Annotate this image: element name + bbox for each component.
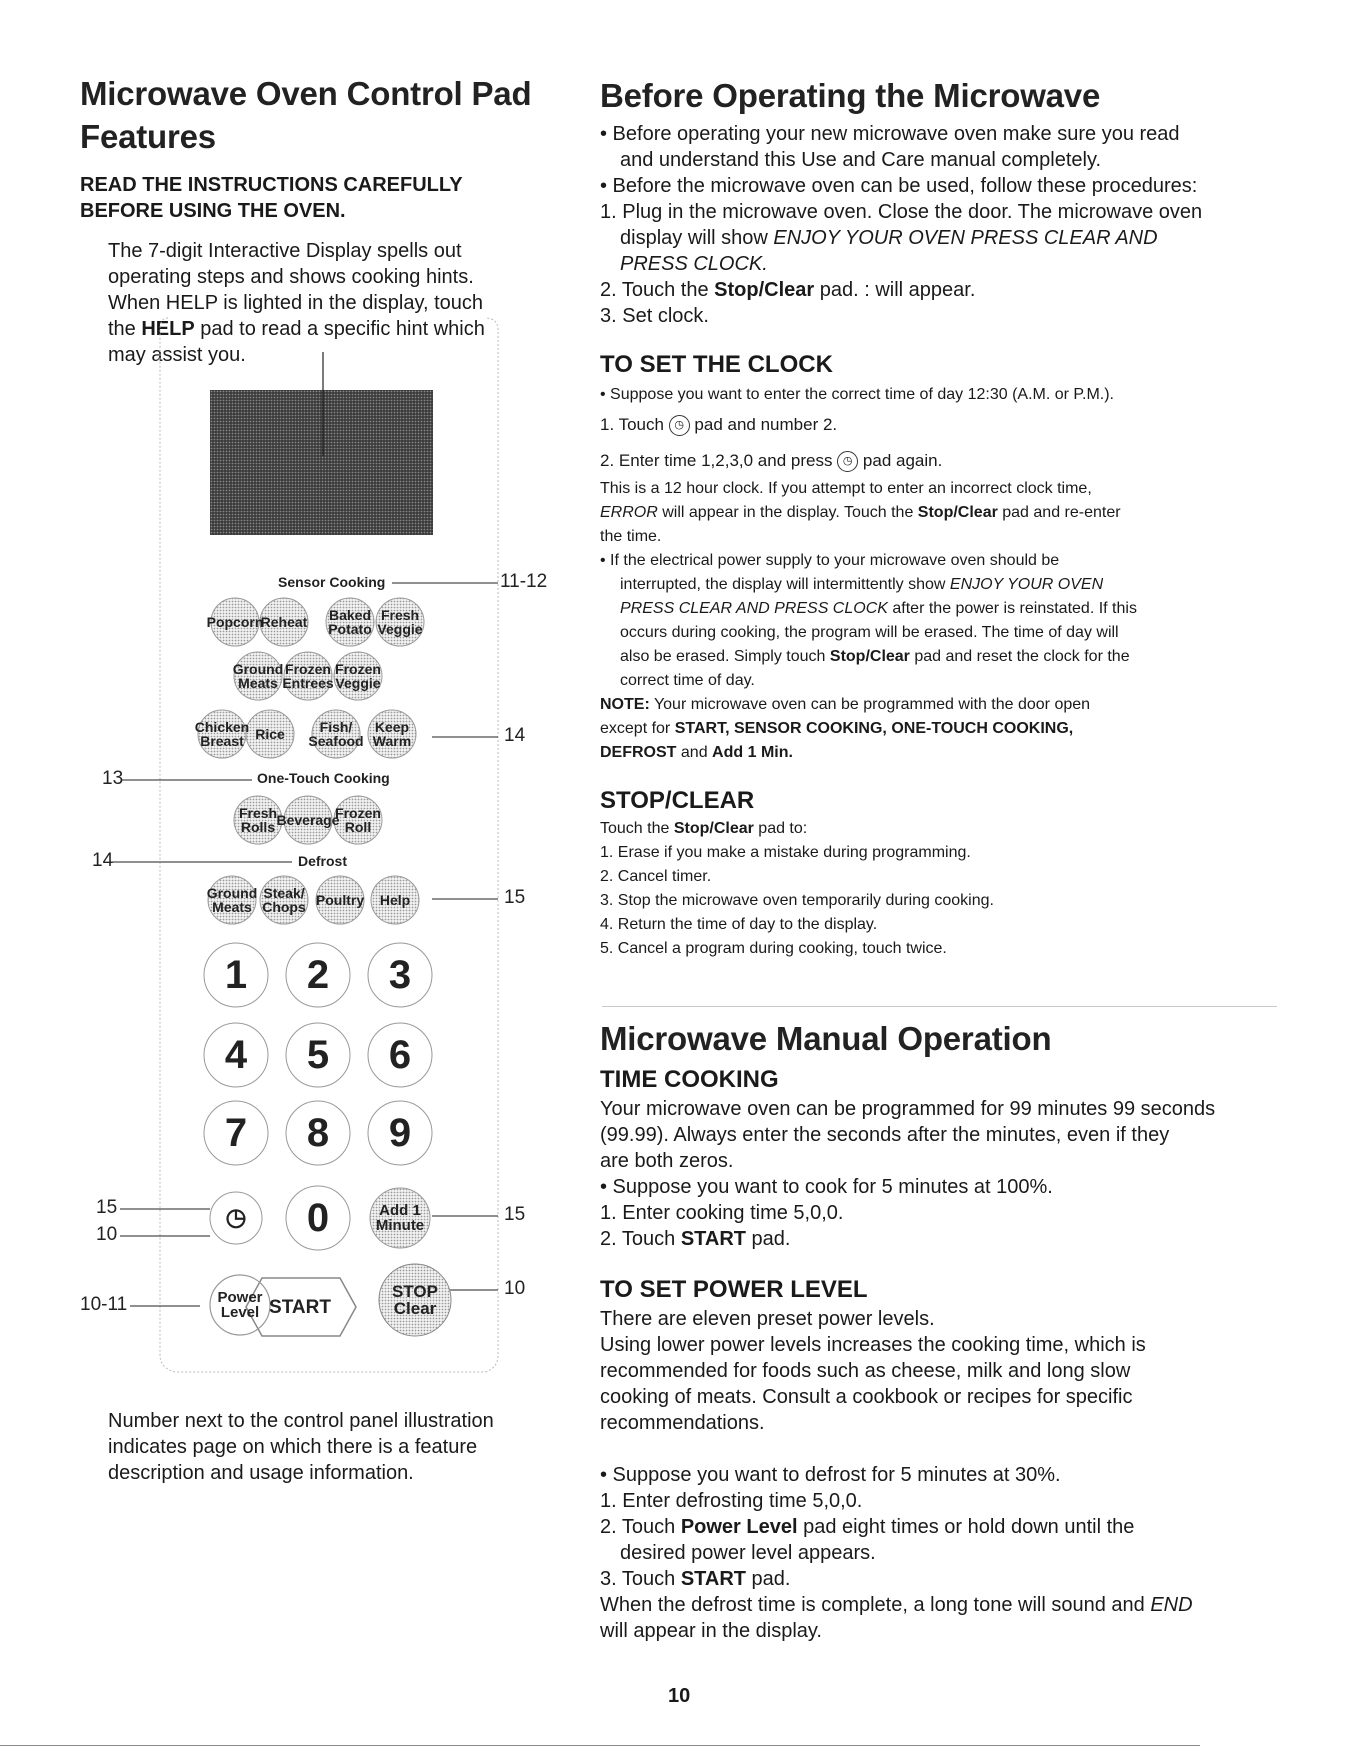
pad-text: Poultry <box>315 892 365 908</box>
section-divider <box>602 1006 1277 1007</box>
pad-text: Chicken <box>194 719 250 735</box>
pad-label-digit-9[interactable] <box>355 1101 445 1165</box>
pad-label-digit-0[interactable] <box>273 1186 363 1250</box>
manual-operation-title: Microwave Manual Operation <box>600 1020 1052 1057</box>
pad-label-digit-2[interactable] <box>273 943 363 1007</box>
pad-text: Power <box>217 1289 263 1306</box>
pad-label-add-minute[interactable] <box>355 1188 445 1248</box>
intro-paragraph: The 7-digit Interactive Display spells out operating steps and shows cooking hints. When HELP is lighted in the display, touch the HELP pad to read a specific hint which may assist you. <box>108 240 485 366</box>
pad-text: Level <box>220 1304 260 1321</box>
callout-14-right: 14 <box>504 725 526 746</box>
set-clock-heading: TO SET THE CLOCK <box>600 351 833 378</box>
pad-label-digit-7[interactable] <box>191 1101 281 1165</box>
pad-text: 8 <box>306 1111 330 1155</box>
callout-11-12: 11-12 <box>500 571 548 592</box>
pad-text: Chops <box>262 899 306 915</box>
clock-icon: ◷ <box>669 415 690 436</box>
pad-label-onetouch-2[interactable] <box>313 796 403 844</box>
pad-text: Ground <box>232 661 284 677</box>
pad-text: Potato <box>328 621 372 637</box>
pad-text: Reheat <box>260 614 308 630</box>
pad-text: Fish/ <box>319 719 353 735</box>
callout-10-11: 10-11 <box>80 1294 128 1315</box>
pad-text: Ground <box>206 885 258 901</box>
callout-10-left: 10 <box>96 1224 118 1245</box>
pad-label-digit-8[interactable] <box>273 1101 363 1165</box>
pad-label-digit-5[interactable] <box>273 1023 363 1087</box>
defrost-label: Defrost <box>298 853 348 869</box>
callout-15-left: 15 <box>96 1197 118 1218</box>
pad-label-clock[interactable] <box>191 1192 281 1244</box>
power-level-body: There are eleven preset power levels. Using lower power levels increases the cooking time, which is recommended for foods such as cheese, milk and long slow cooking of meats. Consult a cookbook or recipes for specific recommendations. • Suppose you want to defrost for 5 minutes at 30%. 1. Enter defrosting time 5,0,0. 2. Touch Power Level pad eight times or hold down until the desired power level appears. 3. Touch START pad. When the defrost time is complete, a long tone will sound and END will appear in the display. <box>600 1308 1193 1642</box>
pad-label-digit-6[interactable] <box>355 1023 445 1087</box>
pad-text: Steak/ <box>263 885 305 901</box>
pad-text: Minute <box>375 1217 425 1234</box>
pad-text: Warm <box>372 733 412 749</box>
stop-clear-heading: STOP/CLEAR <box>600 787 755 814</box>
pad-text: Frozen <box>335 661 381 677</box>
before-operating-body: • Before operating your new microwave oven make sure you read and understand this Use and Care manual completely. • Before the microwave oven can be used, follow these procedures: 1. Plug in the microwave oven. Close the door. The microwave oven display will show ENJOY YOUR OVEN PRESS CLEAR AND PRESS CLOCK. 2. Touch the Stop/Clear pad. : will appear. 3. Set clock. <box>600 123 1203 327</box>
pad-text: Clear <box>393 1299 437 1318</box>
pad-text: Meats <box>238 675 278 691</box>
right-column <box>600 74 1300 961</box>
pad-text: Fresh <box>238 805 278 821</box>
before-operating-title: Before Operating the Microwave <box>600 77 1101 114</box>
manual-operation-section <box>600 1017 1300 1644</box>
pad-text: Frozen <box>285 661 331 677</box>
page-bottom-rule <box>0 1745 1200 1746</box>
pad-text: 9 <box>388 1111 412 1155</box>
power-level-heading: TO SET POWER LEVEL <box>600 1276 868 1303</box>
stop-clear-button[interactable] <box>375 1270 455 1330</box>
pad-text: Seafood <box>308 733 364 749</box>
pad-text: Popcorn <box>206 614 264 630</box>
stop-clear-body: Touch the Stop/Clear pad to: 1. Erase if you make a mistake during programming. 2. Cancel timer. 3. Stop the microwave oven temporarily during cooking. 4. Return the time of day to the display. 5. Cancel a program during cooking, touch twice. <box>600 820 994 957</box>
pad-text: 6 <box>388 1033 412 1077</box>
page-number: 10 <box>668 1685 691 1707</box>
one-touch-cooking-label: One-Touch Cooking <box>257 770 390 786</box>
pad-text: 0 <box>306 1196 330 1240</box>
pad-text: Veggie <box>335 675 381 691</box>
pad-text: Roll <box>344 819 372 835</box>
pad-text: 2 <box>306 953 330 997</box>
time-cooking-body: Your microwave oven can be programmed for 99 minutes 99 seconds (99.99). Always enter the seconds after the minutes, even if they are both zeros. • Suppose you want to cook for 5 minutes at 100%. 1. Enter cooking time 5,0,0. 2. Touch START pad. <box>600 1098 1216 1250</box>
pad-text: Baked <box>328 607 372 623</box>
pad-label-sensor-6[interactable] <box>313 652 403 700</box>
pad-text: STOP <box>392 1282 438 1301</box>
pad-label-digit-3[interactable] <box>355 943 445 1007</box>
pad-label-digit-1[interactable] <box>191 943 281 1007</box>
pad-text: Fresh <box>380 607 420 623</box>
pad-label-defrost-3[interactable] <box>350 876 440 924</box>
start-button[interactable] <box>250 1280 350 1334</box>
pad-text: Breast <box>200 733 244 749</box>
pad-text: Rice <box>255 726 285 742</box>
pad-label-digit-4[interactable] <box>191 1023 281 1087</box>
pad-text: 5 <box>306 1033 330 1077</box>
pad-text: 7 <box>224 1111 248 1155</box>
callout-15-add: 15 <box>504 1204 526 1225</box>
callout-14-left: 14 <box>92 850 114 871</box>
pad-text: 1 <box>224 953 248 997</box>
pad-text: Keep <box>374 719 410 735</box>
display-window <box>210 390 433 535</box>
panel-footnote: Number next to the control panel illustration indicates page on which there is a feature description and usage information. <box>108 1410 494 1484</box>
pad-text: Add 1 <box>379 1202 421 1219</box>
time-cooking-heading: TIME COOKING <box>600 1066 779 1093</box>
sensor-cooking-label: Sensor Cooking <box>278 574 386 590</box>
control-pad-title: Microwave Oven Control Pad Features <box>80 75 532 155</box>
pad-text: 4 <box>224 1033 248 1077</box>
warning-heading: READ THE INSTRUCTIONS CAREFULLY BEFORE USING THE OVEN. <box>80 174 463 222</box>
pad-text: Help <box>379 892 411 908</box>
pad-text: Rolls <box>240 819 276 835</box>
pad-text: Veggie <box>377 621 423 637</box>
pad-text: Frozen <box>335 805 381 821</box>
pad-text: START <box>269 1296 331 1318</box>
pad-label-sensor-3[interactable] <box>355 598 445 646</box>
callout-10-stop: 10 <box>504 1278 526 1299</box>
pad-text: Entrees <box>282 675 334 691</box>
pad-text: ◷ <box>225 1204 247 1231</box>
clock-icon: ◷ <box>837 451 858 472</box>
pad-text: Beverage <box>276 812 340 828</box>
pad-text: 3 <box>388 953 412 997</box>
callout-13: 13 <box>102 768 124 789</box>
pad-label-mid-3[interactable] <box>347 710 437 758</box>
set-clock-body: • Suppose you want to enter the correct time of day 12:30 (A.M. or P.M.). 1. Touch ◷ pad and number 2. 2. Enter time 1,2,3,0 and press ◷ pad again. This is a 12 hour clock. If you attempt to enter an incorrect clock time, ERROR will appear in the display. Touch the Stop/Clear pad and re-enter the time. • If the electrical power supply to your microwave oven should be interrupted, the display will intermittently show ENJOY YOUR OVEN PRESS CLEAR AND PRESS CLOCK after the power is reinstated. If this occurs during cooking, the program will be erased. The time of day will also be erased. Simply touch Stop/Clear pad and reset the clock for the correct time of day. NOTE: Your microwave oven can be programmed with the door open except for START, SENSOR COOKING, ONE-TOUCH COOKING, DEFROST and Add 1 Min. <box>600 386 1137 761</box>
pad-text: Meats <box>212 899 252 915</box>
callout-15-defrost: 15 <box>504 887 526 908</box>
